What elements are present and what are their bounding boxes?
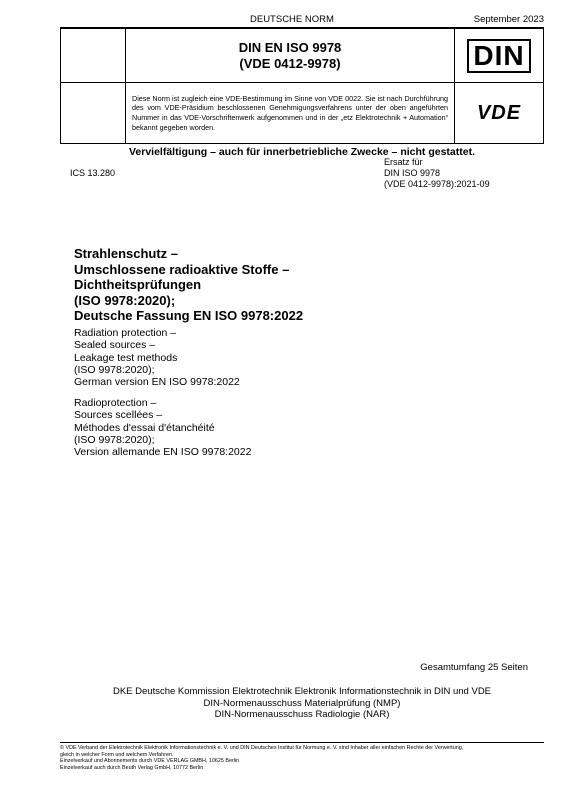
title-english: [74, 327, 240, 388]
vde-description: Diese Norm ist zugleich eine VDE-Bestimmung im Sinne von VDE 0022. Sie ist nach Durchführung des vom VDE-Präsidium beschlossenen Genehmigungsverfahrens unter der oben angeführten Nummer in das VDE-Vorschriftenwerk aufgenommen und in der „etz Elektrotechnik + Automation“ bekannt gegeben worden.: [126, 83, 455, 144]
header-table: [60, 28, 544, 144]
ersatz-line2: (VDE 0412-9978):2021-09: [384, 179, 490, 189]
title-german: [74, 246, 303, 324]
din-logo: DIN: [467, 39, 530, 73]
title-de-line: Umschlossene radioaktive Stoffe –: [74, 261, 290, 277]
replacement-info: [384, 157, 490, 190]
title-fr-line: Version allemande EN ISO 9978:2022: [74, 446, 252, 459]
title-fr-line: Radioprotection –: [74, 397, 157, 409]
title-fr-line: (ISO 9978:2020);: [74, 433, 155, 446]
title-fr-line: Méthodes d'essai d'étanchéité: [74, 421, 215, 434]
committee-line: DIN-Normenausschuss Radiologie (NAR): [214, 709, 390, 720]
committee-line: DKE Deutsche Kommission Elektrotechnik Elektronik Informationstechnik in DIN und VDE: [112, 686, 492, 697]
title-en-line: Radiation protection –: [74, 327, 177, 339]
publication-date: September 2023: [473, 14, 544, 25]
vde-logo: VDE: [455, 83, 544, 144]
bottom-divider: [60, 742, 544, 743]
total-pages: Gesamtumfang 25 Seiten: [420, 662, 528, 673]
title-fr-line: Sources scellées –: [74, 409, 163, 422]
ersatz-line1: DIN ISO 9978: [384, 168, 441, 178]
norm-label: DEUTSCHE NORM: [250, 14, 334, 25]
copyright-line: © VDE Verband der Elektrotechnik Elektronik Informationstechnik e. V. und DIN Deutsches Institut für Normung e. V. sind Inhaber aller einfachen Rechte der Verwertung,: [60, 745, 464, 751]
copyright-line: Einzelverkauf und Abonnements durch VDE VERLAG GMBH, 10625 Berlin: [60, 758, 240, 765]
standard-number: DIN EN ISO 9978: [238, 39, 342, 55]
committees: [60, 686, 544, 721]
copyright-line: gleich in welcher Form und welchem Verfahren.: [60, 751, 174, 758]
title-en-line: German version EN ISO 9978:2022: [74, 376, 240, 389]
standard-title-cell: [126, 29, 455, 83]
din-logo-cell: [455, 29, 544, 83]
empty-cell: [61, 29, 126, 83]
title-en-line: (ISO 9978:2020);: [74, 363, 155, 376]
empty-cell: [61, 83, 126, 144]
title-en-line: Leakage test methods: [74, 351, 178, 364]
ersatz-label: Ersatz für: [384, 157, 423, 167]
title-en-line: Sealed sources –: [74, 339, 156, 352]
committee-line: DIN-Normenausschuss Materialprüfung (NMP): [203, 697, 401, 709]
reproduction-notice: Vervielfältigung – auch für innerbetriebliche Zwecke – nicht gestattet.: [128, 146, 475, 158]
copyright-line: Einzelverkauf auch durch Beuth Verlag GmbH, 10772 Berlin: [60, 764, 204, 771]
ics-code: ICS 13.280: [70, 168, 116, 178]
vde-number: (VDE 0412-9978): [239, 55, 341, 71]
copyright-notice: [60, 745, 550, 771]
title-de-line: (ISO 9978:2020);: [74, 292, 176, 308]
title-de-line: Deutsche Fassung EN ISO 9978:2022: [74, 308, 304, 323]
title-french: [74, 397, 251, 458]
title-de-line: Dichtheitsprüfungen: [74, 277, 202, 292]
title-de-line: Strahlenschutz –: [74, 246, 179, 261]
